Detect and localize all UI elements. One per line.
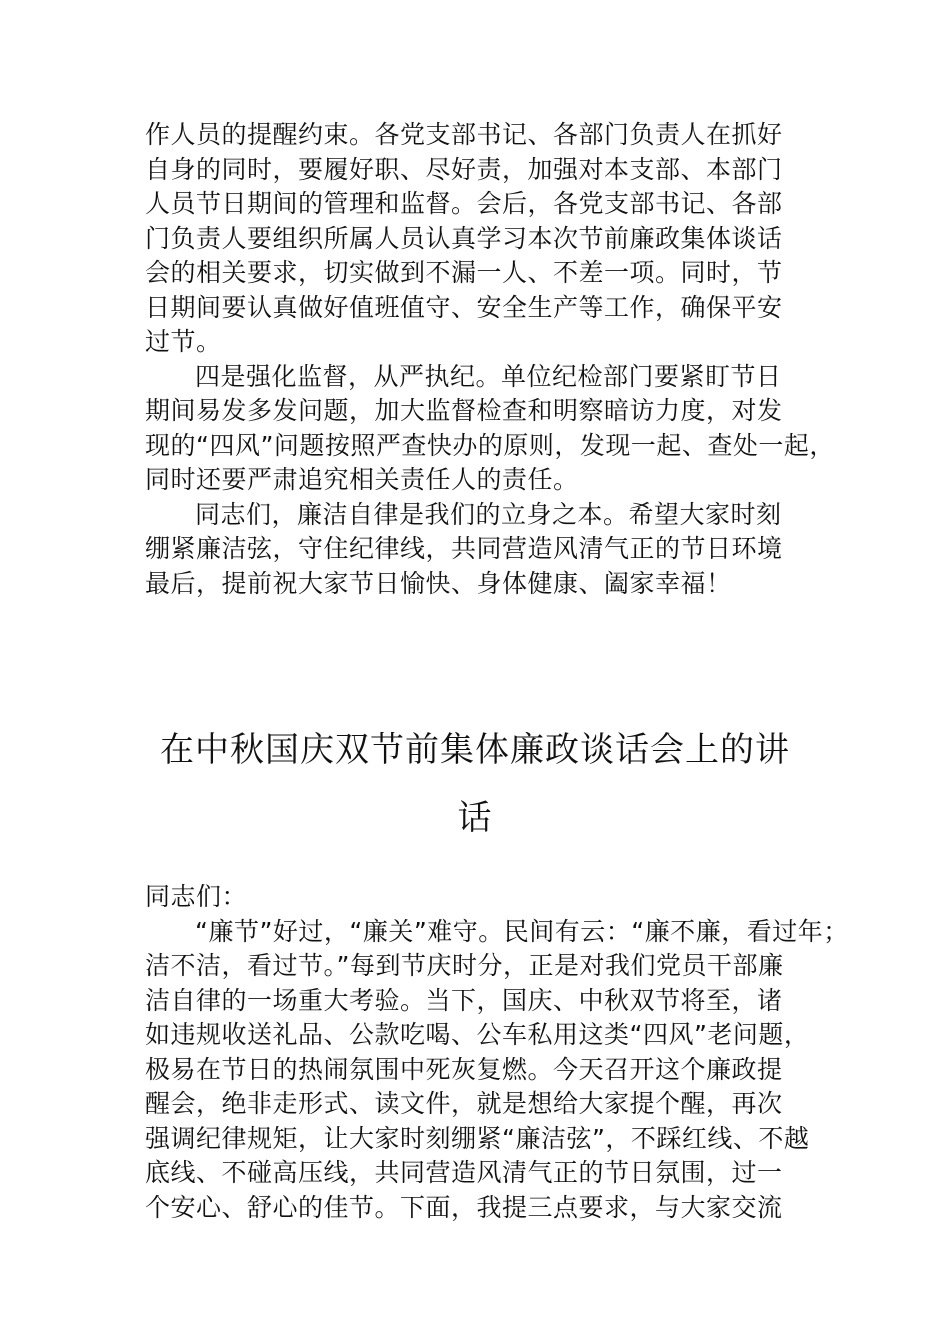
text-line: 自身的同时，要履好职、尽好责，加强对本支部、本部门 — [145, 154, 783, 184]
text-line: 过节。 — [145, 327, 222, 356]
text-line: 门负责人要组织所属人员认真学习本次节前廉政集体谈话 — [145, 223, 783, 253]
text-line: 醒会，绝非走形式、读文件，就是想给大家提个醒，再次 — [145, 1089, 783, 1118]
text-line: 底线、不碰高压线，共同营造风清气正的节日氛围，过一 — [145, 1158, 783, 1187]
text-line: 最后，提前祝大家节日愉快、身体健康、阖家幸福！ — [145, 568, 732, 598]
paragraph-start-line: “廉节”好过，“廉关”难守。民间有云：“廉不廉，看过年； — [195, 916, 849, 946]
salutation: 同志们： — [145, 882, 248, 911]
text-line: 同时还要严肃追究相关责任人的责任。 — [145, 465, 579, 494]
paragraph-start-line: 四是强化监督，从严执纪。单位纪检部门要紧盯节日 — [195, 361, 782, 391]
text-line: 强调纪律规矩，让大家时刻绷紧“廉洁弦”，不踩红线、不越 — [145, 1123, 810, 1153]
text-line: 现的“四风”问题按照严查快办的原则，发现一起、查处一起， — [145, 430, 835, 460]
speech-title-line-2: 话 — [457, 798, 493, 838]
speech-continuation — [145, 118, 835, 601]
text-line: 极易在节日的热闹氛围中死灰复燃。今天召开这个廉政提 — [145, 1054, 783, 1084]
speech-body — [145, 880, 849, 1225]
text-line: 洁自律的一场重大考验。当下，国庆、中秋双节将至，诸 — [145, 985, 783, 1015]
text-line: 人员节日期间的管理和监督。会后，各党支部书记、各部 — [145, 189, 783, 218]
text-line: 绷紧廉洁弦，守住纪律线，共同营造风清气正的节日环境 — [145, 534, 783, 563]
text-line: 如违规收送礼品、公款吃喝、公车私用这类“四风”老问题， — [145, 1020, 810, 1049]
text-line: 日期间要认真做好值班值守、安全生产等工作，确保平安 — [145, 292, 783, 322]
text-line: 期间易发多发问题，加大监督检查和明察暗访力度，对发 — [145, 396, 783, 425]
text-line: 作人员的提醒约束。各党支部书记、各部门负责人在抓好 — [145, 120, 783, 149]
speech-title-line-1: 在中秋国庆双节前集体廉政谈话会上的讲 — [160, 730, 790, 770]
text-line: 会的相关要求，切实做到不漏一人、不差一项。同时，节 — [145, 258, 783, 287]
text-line: 洁不洁，看过节。”每到节庆时分，正是对我们党员干部廉 — [145, 951, 784, 980]
text-line: 个安心、舒心的佳节。下面，我提三点要求，与大家交流 — [145, 1192, 783, 1222]
paragraph-start-line: 同志们，廉洁自律是我们的立身之本。希望大家时刻 — [195, 499, 782, 529]
